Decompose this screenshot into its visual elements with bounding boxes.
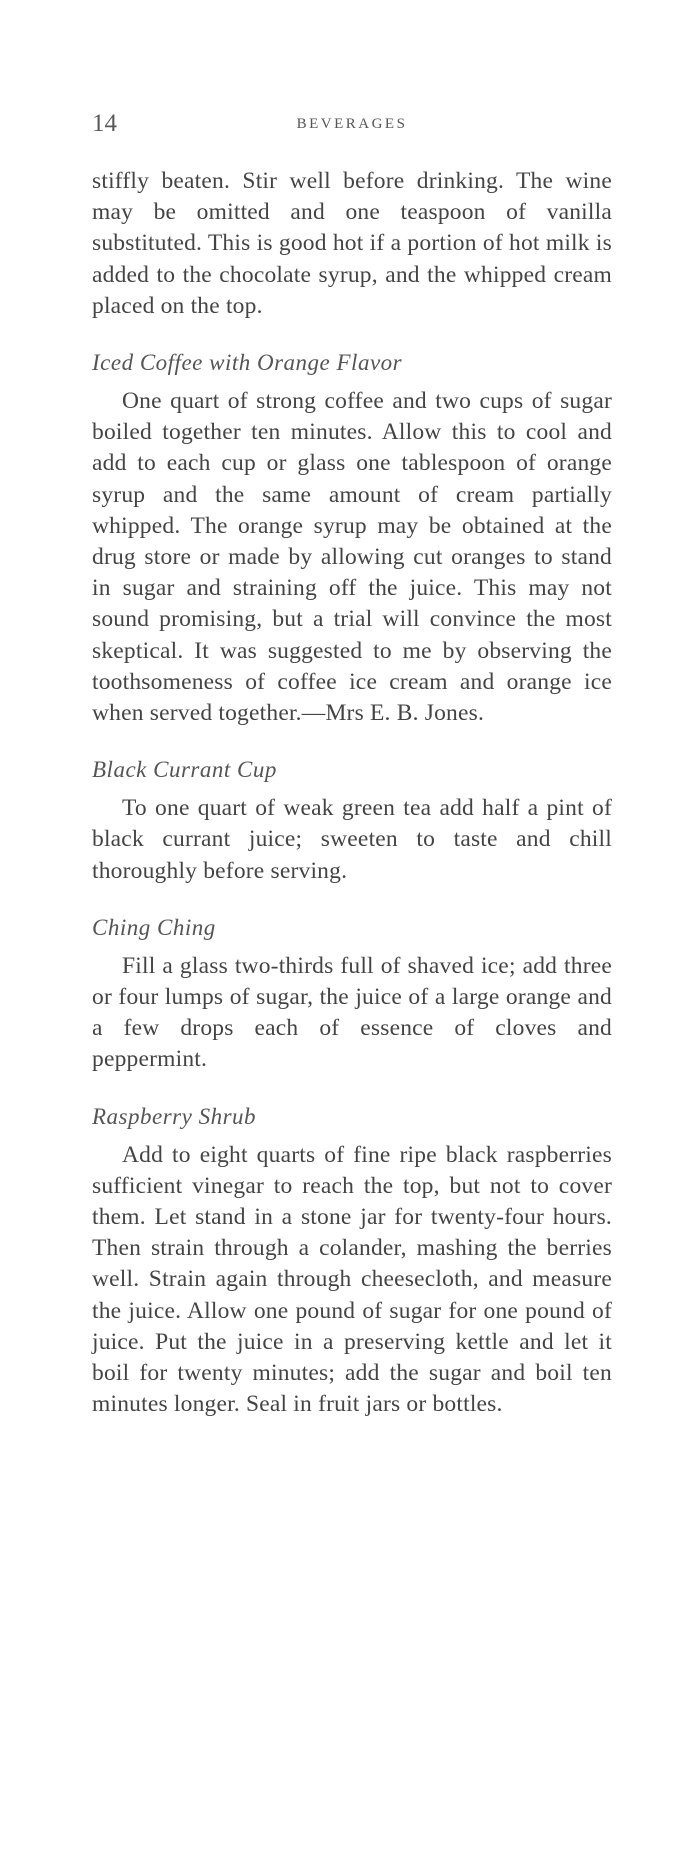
page-number: 14 <box>92 110 117 137</box>
recipe-ching-ching <box>92 913 612 1076</box>
continuation-paragraph: stiffly beaten. Stir well before drinking. The wine may be omitted and one teaspoon of vanilla substituted. This is good hot if a portion of hot milk is added to the chocolate syrup, and the whipped cream placed on the top. <box>92 168 612 319</box>
recipe-raspberry-shrub <box>92 1102 612 1421</box>
recipe-black-currant-cup <box>92 755 612 887</box>
recipe-body: One quart of strong coffee and two cups of sugar boiled together ten minutes. Allow this to cool and add to each cup or glass one tablespoon of orange syrup and the same amount of cream partially whipped. The orange syrup may be obtained at the drug store or made by allowing cut oranges to stand in sugar and straining off the juice. This may not sound promising, but a trial will convince the most skeptical. It was suggested to me by observing the toothsomeness of coffee ice cream and orange ice when served together.—Mrs E. B. Jones. <box>92 388 612 727</box>
recipe-title: Raspberry Shrub <box>92 1103 257 1129</box>
recipe-body: Fill a glass two-thirds full of shaved ice; add three or four lumps of sugar, the juice of a large orange and a few drops each of essence of cloves and peppermint. <box>92 952 612 1073</box>
recipe-title: Iced Coffee with Orange Flavor <box>92 350 403 376</box>
recipe-title: Black Currant Cup <box>92 757 277 783</box>
book-page <box>92 110 612 1421</box>
recipe-body: To one quart of weak green tea add half a pint of black currant juice; sweeten to taste and chill thoroughly before serving. <box>92 795 612 884</box>
recipe-body: Add to eight quarts of fine ripe black raspberries sufficient vinegar to reach the top, but not to cover them. Let stand in a stone jar for twenty-four hours. Then strain through a colander, mashing the berries well. Strain again through cheesecloth, and measure the juice. Allow one pound of sugar for one pound of juice. Put the juice in a preserving kettle and let it boil for twenty minutes; add the sugar and boil ten minutes longer. Seal in fruit jars or bottles. <box>92 1141 612 1418</box>
running-head <box>92 110 612 144</box>
running-head-title: BEVERAGES <box>296 116 408 132</box>
recipe-title: Ching Ching <box>92 914 216 940</box>
recipe-iced-coffee <box>92 348 612 729</box>
